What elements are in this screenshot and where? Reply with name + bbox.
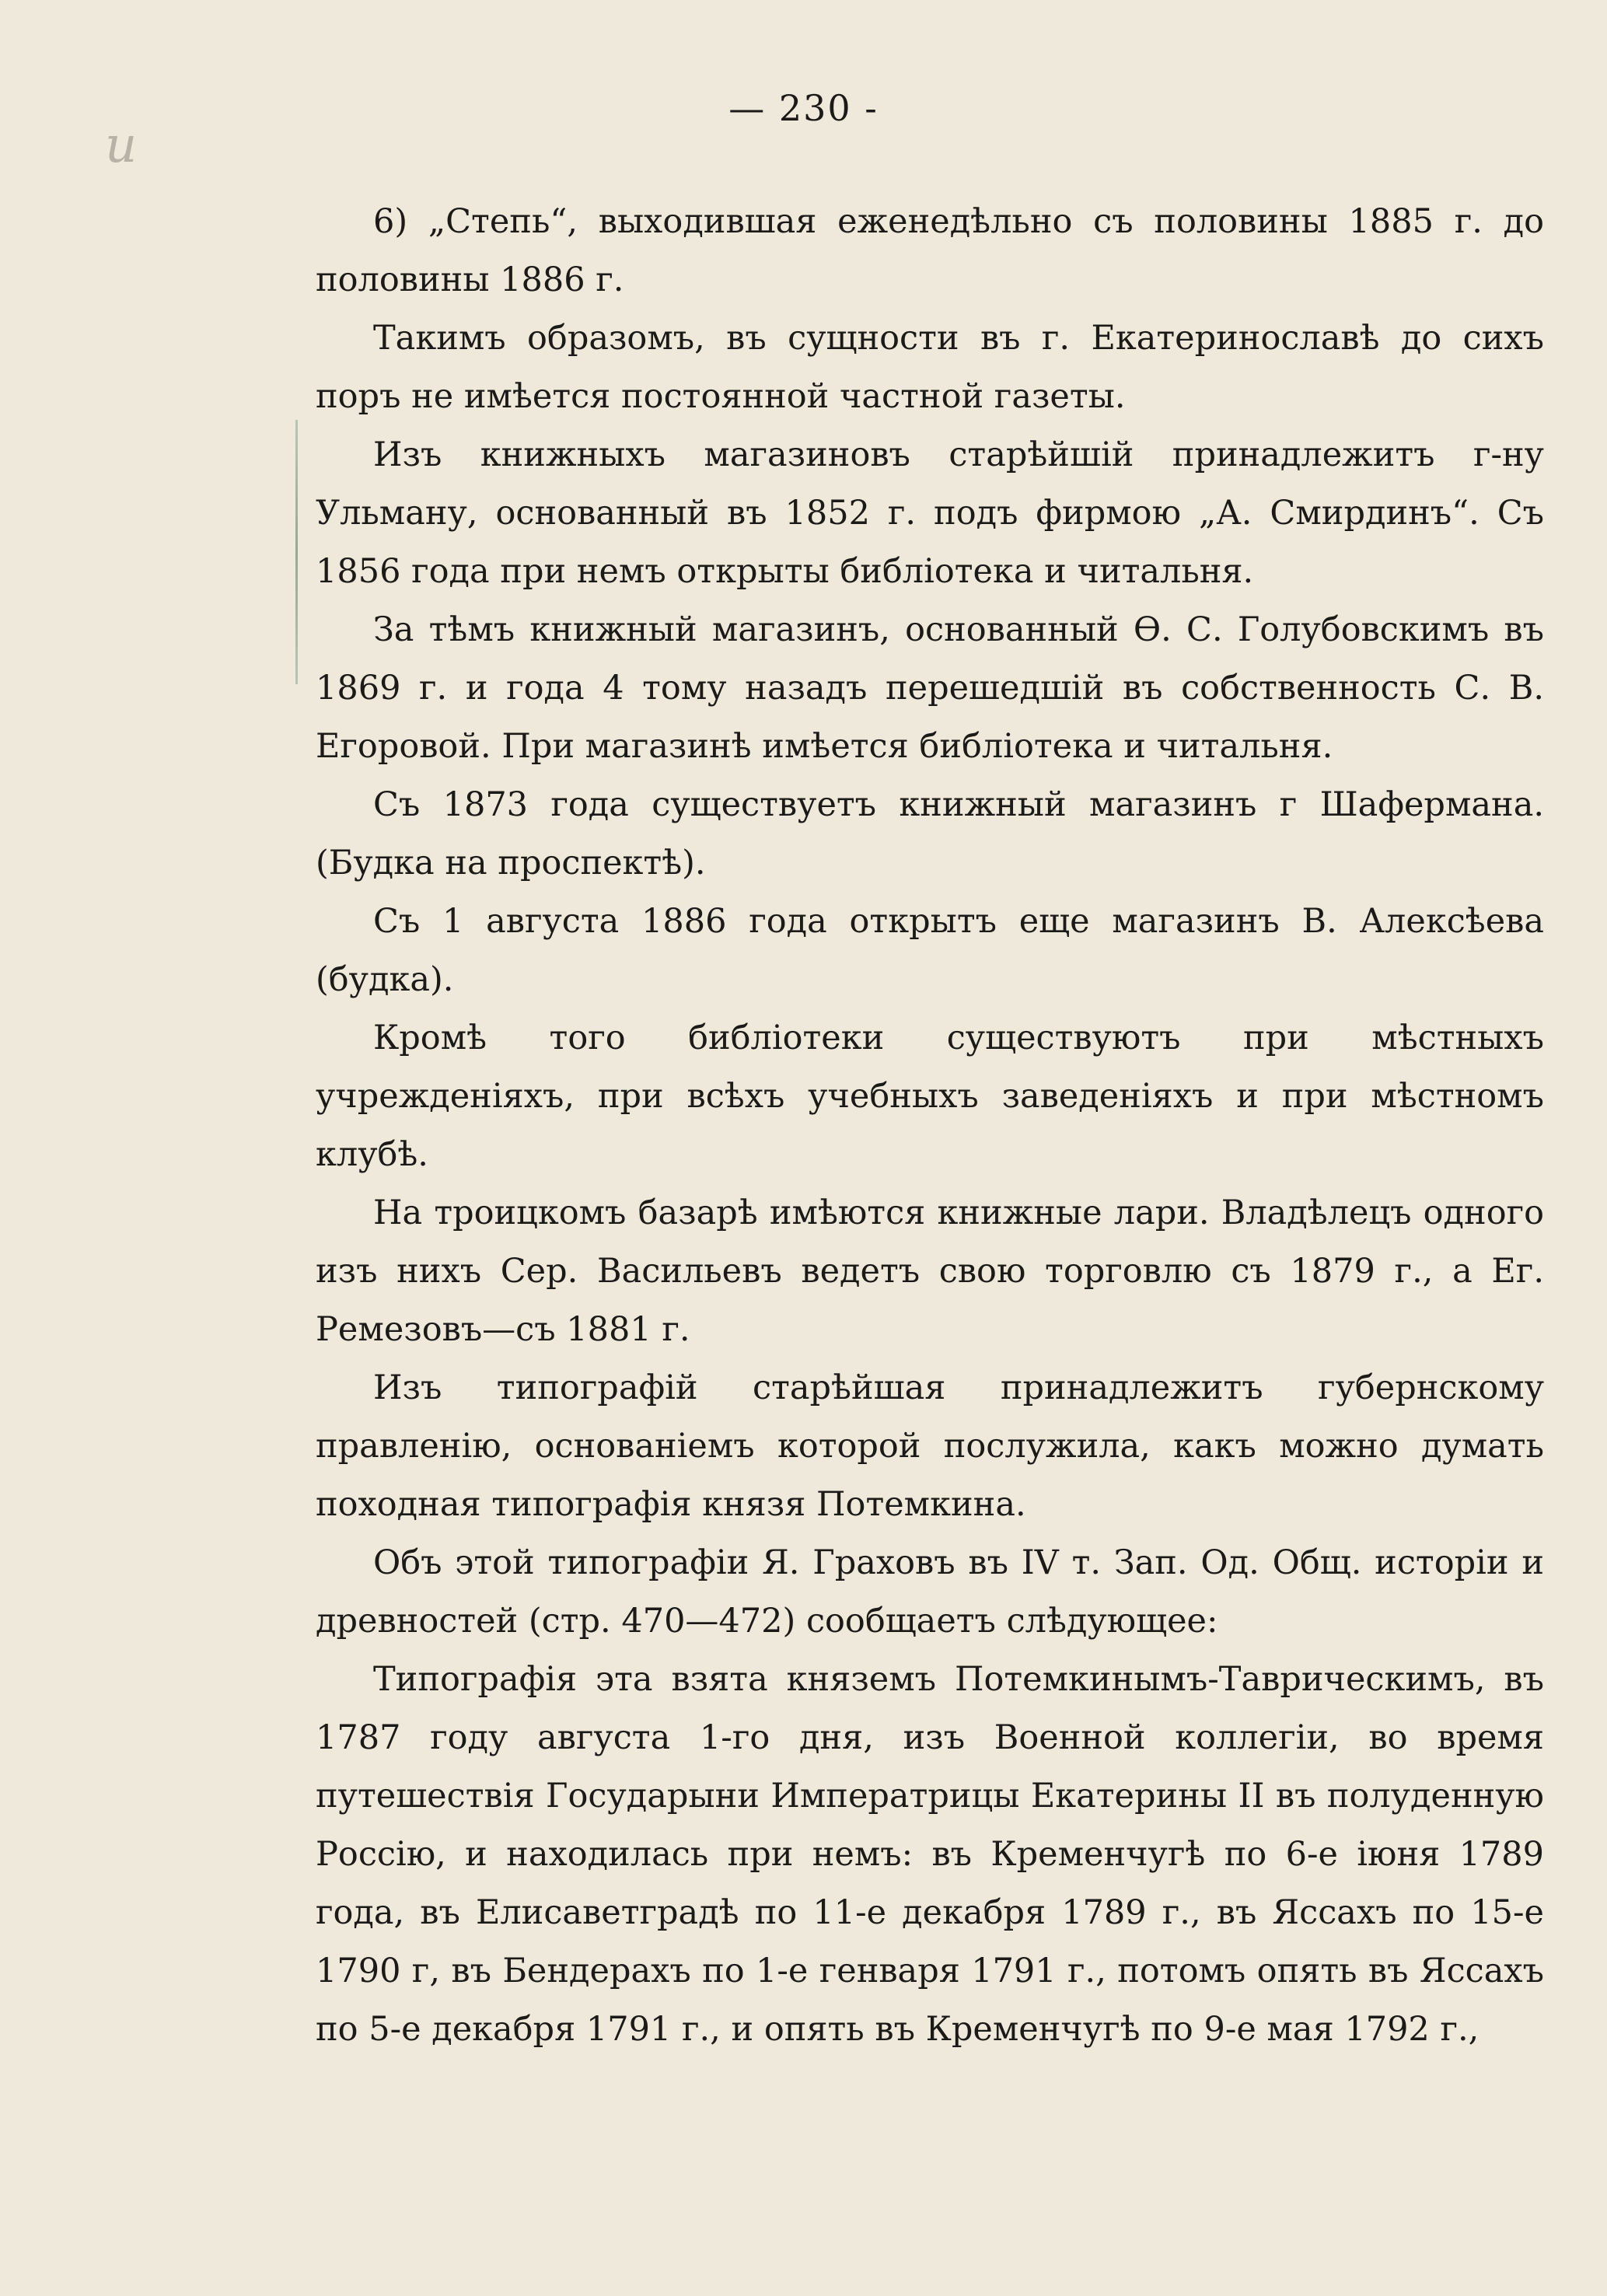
paragraph: Объ этой типографіи Я. Граховъ въ IV т. Зап. Од. Общ. исторіи и древностей (стр. 470—472) сообщаетъ слѣдующее: bbox=[316, 1543, 1544, 1641]
paragraph: Съ 1 августа 1886 года открытъ еще магазинъ В. Алексѣева (будка). bbox=[316, 902, 1544, 999]
paragraph: Такимъ образомъ, въ сущности въ г. Екатеринославѣ до сихъ поръ не имѣется постоянной частной газеты. bbox=[316, 319, 1544, 416]
paragraph: Съ 1873 года существуетъ книжный магазинъ г Шафермана. (Будка на проспектѣ). bbox=[316, 785, 1544, 882]
paragraph: Кромѣ того библіотеки существуютъ при мѣстныхъ учрежденіяхъ, при всѣхъ учебныхъ заведеніяхъ и при мѣстномъ клубѣ. bbox=[316, 1019, 1544, 1174]
page-number: — 230 - bbox=[728, 87, 879, 129]
pencil-annotation: u bbox=[105, 117, 139, 174]
paragraph: За тѣмъ книжный магазинъ, основанный Ѳ. С. Голубовскимъ въ 1869 г. и года 4 тому назадъ перешедшій въ собственность С. В. Егоровой. При магазинѣ имѣется библіотека и читальня. bbox=[316, 610, 1544, 766]
margin-marking bbox=[295, 420, 298, 684]
paragraph: 6) „Степь“, выходившая еженедѣльно съ половины 1885 г. до половины 1886 г. bbox=[316, 202, 1544, 299]
paragraph: Изъ книжныхъ магазиновъ старѣйшій принадлежитъ г-ну Ульману, основанный въ 1852 г. подъ фирмою „А. Смирдинъ“. Съ 1856 года при немъ открыты библіотека и читальня. bbox=[316, 435, 1544, 591]
body-text bbox=[316, 193, 1544, 2059]
paragraph: Изъ типографій старѣйшая принадлежитъ губернскому правленію, основаніемъ которой послужила, какъ можно думать походная типографія князя Потемкина. bbox=[316, 1368, 1544, 1524]
paragraph: На троицкомъ базарѣ имѣются книжные лари. Владѣлецъ одного изъ нихъ Сер. Васильевъ ведетъ свою торговлю съ 1879 г., а Ег. Ремезовъ—съ 1881 г. bbox=[316, 1193, 1544, 1349]
paragraph: Типографія эта взята княземъ Потемкинымъ-Таврическимъ, въ 1787 году августа 1-го дня, изъ Военной коллегіи, во время путешествія Государыни Императрицы Екатерины II въ полуденную Россію, и находилась при немъ: въ Кременчугѣ по 6-е іюня 1789 года, въ Елисаветградѣ по 11-е декабря 1789 г., въ Яссахъ по 15-е 1790 г, въ Бендерахъ по 1-е генваря 1791 г., потомъ опять въ Яссахъ по 5-е декабря 1791 г., и опять въ Кременчугѣ по 9-е мая 1792 г., bbox=[316, 1660, 1544, 2049]
